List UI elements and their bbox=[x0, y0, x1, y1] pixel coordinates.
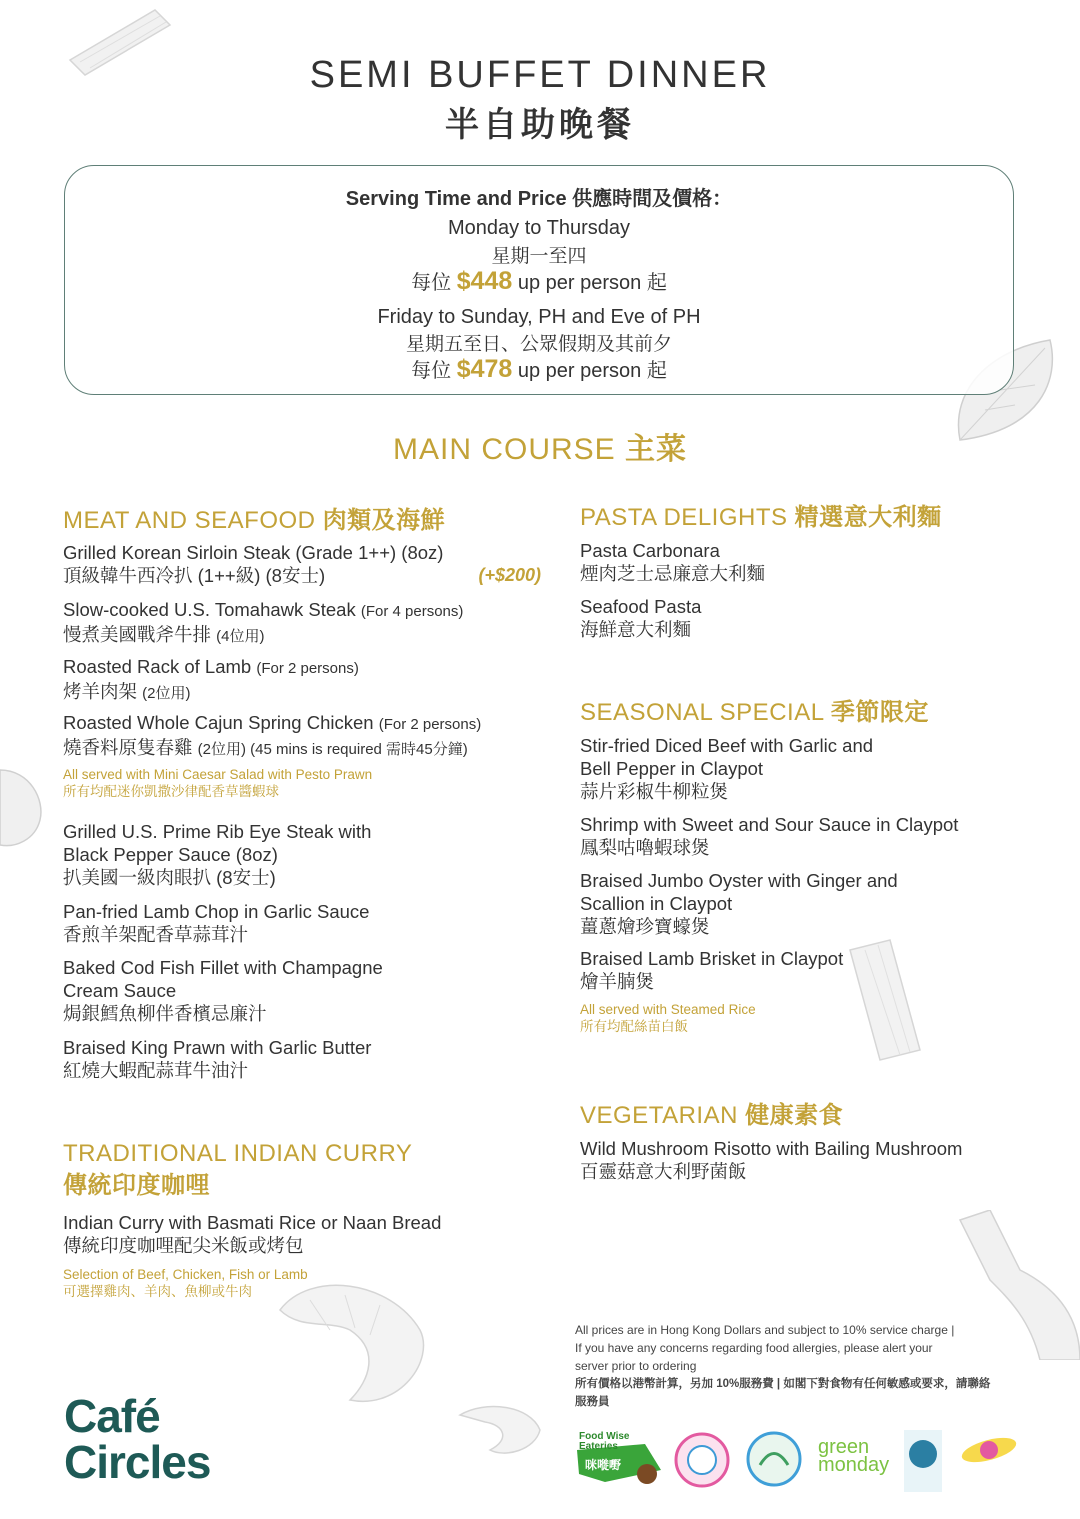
curry-heading-en: TRADITIONAL INDIAN CURRY bbox=[63, 1140, 413, 1167]
weekday-price-line bbox=[65, 266, 1013, 296]
pasta-heading-en: PASTA DELIGHTS bbox=[580, 504, 788, 531]
pasta-heading-zh: 精選意大利麵 bbox=[794, 504, 942, 531]
badge-text: monday bbox=[818, 1454, 890, 1476]
plastic-free-badge bbox=[672, 1430, 732, 1486]
menu-item-rib-eye bbox=[63, 820, 543, 889]
food-wise-eateries-badge bbox=[575, 1430, 663, 1486]
note-en: All served with Mini Caesar Salad with Pesto Prawn bbox=[63, 767, 373, 782]
weekend-price-line bbox=[65, 354, 1013, 384]
disclaimer-line: server prior to ordering bbox=[575, 1359, 697, 1373]
menu-item-king-prawn bbox=[63, 1036, 543, 1082]
item-serving-note: (For 2 persons) bbox=[256, 660, 359, 677]
item-name-zh: 薑蔥燴珍寶蠔煲 bbox=[580, 916, 710, 937]
item-name-en: Roasted Whole Cajun Spring Chicken bbox=[63, 712, 374, 733]
sustainable-seafood-badge bbox=[898, 1430, 948, 1486]
note-zh: 可選擇雞肉、羊肉、魚柳或牛肉 bbox=[63, 1284, 252, 1299]
note-zh: 所有均配絲苗白飯 bbox=[580, 1019, 688, 1034]
note-en: All served with Steamed Rice bbox=[580, 1002, 756, 1017]
vegetarian-heading bbox=[580, 1095, 843, 1130]
pasta-heading bbox=[580, 497, 942, 532]
main-course-heading bbox=[0, 424, 1080, 468]
menu-item-mushroom-risotto bbox=[580, 1137, 1030, 1183]
item-name-en-2: Bell Pepper in Claypot bbox=[580, 758, 764, 779]
disclaimer-line: All prices are in Hong Kong Dollars and subject to 10% service charge | bbox=[575, 1323, 955, 1337]
item-name-en: Pan-fried Lamb Chop in Garlic Sauce bbox=[63, 901, 370, 922]
menu-item-indian-curry bbox=[63, 1211, 543, 1257]
item-name-en: Slow-cooked U.S. Tomahawk Steak bbox=[63, 599, 356, 620]
menu-item-cod-fillet bbox=[63, 956, 543, 1025]
green-monday-badge bbox=[810, 1430, 890, 1486]
item-name-en: Shrimp with Sweet and Sour Sauce in Claypot bbox=[580, 814, 959, 835]
meat-seafood-heading bbox=[63, 500, 445, 535]
item-name-en: Braised Jumbo Oyster with Ginger and bbox=[580, 870, 898, 891]
weekday-label-zh: 星期一至四 bbox=[491, 246, 587, 267]
meat-heading-zh: 肉類及海鮮 bbox=[322, 507, 446, 534]
menu-item-carbonara bbox=[580, 539, 765, 585]
meat-heading-en: MEAT AND SEAFOOD bbox=[63, 507, 316, 534]
item-name-zh: 香煎羊架配香草蒜茸汁 bbox=[63, 924, 249, 945]
weekday-price: $448 bbox=[456, 267, 513, 295]
item-name-en: Indian Curry with Basmati Rice or Naan Bread bbox=[63, 1212, 442, 1233]
page-title: SEMI BUFFET DINNER bbox=[309, 54, 771, 96]
price-disclaimer bbox=[575, 1321, 1025, 1411]
item-name-en: Braised Lamb Brisket in Claypot bbox=[580, 948, 844, 969]
item-name-en: Seafood Pasta bbox=[580, 596, 702, 617]
main-course-en: MAIN COURSE bbox=[392, 433, 616, 466]
item-name-en-2: Cream Sauce bbox=[63, 980, 177, 1001]
vegetarian-heading-zh: 健康素食 bbox=[745, 1102, 844, 1129]
item-serving-note: (For 4 persons) bbox=[360, 603, 464, 620]
menu-item-lamb-brisket bbox=[580, 947, 1020, 993]
seasonal-heading-zh: 季節限定 bbox=[830, 699, 929, 726]
menu-item-seafood-pasta bbox=[580, 595, 701, 641]
item-name-zh: 鳳梨咕嚕蝦球煲 bbox=[580, 837, 710, 858]
shrimp-small-sketch-icon bbox=[455, 1400, 545, 1460]
weekend-label: Friday to Sunday, PH and Eve of PH bbox=[377, 306, 701, 328]
item-name-en-2: Scallion in Claypot bbox=[580, 893, 733, 914]
weekend-price-suffix: up per person 起 bbox=[517, 360, 667, 382]
badge-text: Eateries bbox=[579, 1441, 618, 1452]
item-name-en: Wild Mushroom Risotto with Bailing Mushroom bbox=[580, 1138, 963, 1159]
weekday-price-prefix: 每位 bbox=[411, 272, 452, 294]
weekend-price-prefix: 每位 bbox=[411, 360, 452, 382]
item-name-zh: 烤羊肉架 bbox=[63, 681, 138, 702]
page-title-zh: 半自助晚餐 bbox=[445, 106, 635, 144]
badge-text: green bbox=[818, 1436, 870, 1458]
item-name-en: Braised King Prawn with Garlic Butter bbox=[63, 1037, 372, 1058]
item-serving-note-zh: (2位用) (45 mins is required 需時45分鐘) bbox=[197, 741, 468, 758]
garlic-sketch-icon bbox=[0, 760, 50, 850]
seasonal-served-with-note bbox=[580, 1001, 756, 1035]
item-name-en: Roasted Rack of Lamb bbox=[63, 656, 252, 677]
item-name-en: Baked Cod Fish Fillet with Champagne bbox=[63, 957, 383, 978]
menu-item-cajun-chicken bbox=[63, 711, 553, 761]
menu-item-lamb-chop bbox=[63, 900, 543, 946]
menu-item-sweet-sour-shrimp bbox=[580, 813, 1020, 859]
indian-curry-heading bbox=[63, 1138, 412, 1202]
curry-selection-note bbox=[63, 1266, 308, 1300]
vegetarian-heading-en: VEGETARIAN bbox=[580, 1102, 738, 1129]
surcharge-badge: (+$200) bbox=[478, 565, 541, 585]
serving-price-box bbox=[64, 165, 1014, 395]
item-name-zh: 百靈菇意大利野菌飯 bbox=[580, 1161, 747, 1182]
item-name-zh: 蒜片彩椒牛柳粒煲 bbox=[580, 781, 729, 802]
disclaimer-line-zh: 所有價格以港幣計算，另加 10%服務費 | 如閣下對食物有任何敏感或要求，請聯絡 bbox=[575, 1378, 991, 1390]
item-serving-note-zh: (2位用) bbox=[142, 685, 191, 702]
disclaimer-line: If you have any concerns regarding food allergies, please alert your bbox=[575, 1341, 933, 1355]
weekend-label-zh: 星期五至日、公眾假期及其前夕 bbox=[405, 334, 672, 355]
serving-heading: Serving Time and Price 供應時間及價格： bbox=[345, 188, 733, 210]
cafe-circles-logo bbox=[64, 1390, 211, 1488]
weekend-price: $478 bbox=[456, 355, 513, 383]
badge-text-zh: 咪嘥嘢 bbox=[585, 1458, 622, 1472]
item-name-en: Grilled Korean Sirloin Steak (Grade 1++) (8oz) bbox=[63, 542, 444, 563]
item-serving-note-zh: (4位用) bbox=[216, 628, 265, 645]
item-name-en: Pasta Carbonara bbox=[580, 540, 720, 561]
item-name-en: Grilled U.S. Prime Rib Eye Steak with bbox=[63, 821, 372, 842]
main-course-zh: 主菜 bbox=[625, 433, 688, 466]
seasonal-heading bbox=[580, 692, 929, 727]
logo-line-2: Circles bbox=[64, 1436, 211, 1488]
weekday-price-suffix: up per person 起 bbox=[517, 272, 667, 294]
meat-served-with-note bbox=[63, 766, 372, 800]
item-name-zh: 慢煮美國戰斧牛排 bbox=[63, 624, 212, 645]
item-name-zh: 海鮮意大利麵 bbox=[580, 619, 692, 640]
menu-item-tomahawk bbox=[63, 598, 543, 648]
menu-item-jumbo-oyster bbox=[580, 869, 1020, 938]
item-name-zh: 燴羊腩煲 bbox=[580, 971, 655, 992]
ribbon-badge bbox=[958, 1430, 1020, 1486]
item-name-zh: 傳統印度咖哩配尖米飯或烤包 bbox=[63, 1235, 304, 1256]
disclaimer-line-zh: 服務員 bbox=[575, 1396, 610, 1408]
item-name-en-2: Black Pepper Sauce (8oz) bbox=[63, 844, 278, 865]
item-name-zh: 頂級韓牛西冷扒 (1++級) (8安士) bbox=[63, 565, 326, 586]
menu-item-korean-sirloin bbox=[63, 541, 543, 587]
item-serving-note: (For 2 persons) bbox=[378, 716, 482, 733]
seasonal-heading-en: SEASONAL SPECIAL bbox=[580, 699, 824, 726]
menu-item-diced-beef bbox=[580, 734, 1020, 803]
item-name-zh: 扒美國一級肉眼扒 (8安士) bbox=[63, 867, 276, 888]
curry-heading-zh: 傳統印度咖哩 bbox=[63, 1172, 210, 1199]
logo-line-1: Café bbox=[64, 1390, 160, 1442]
note-zh: 所有均配迷你凱撒沙律配香草醬蝦球 bbox=[63, 784, 279, 799]
note-en: Selection of Beef, Chicken, Fish or Lamb bbox=[63, 1267, 308, 1282]
item-name-zh: 紅燒大蝦配蒜茸牛油汁 bbox=[63, 1060, 249, 1081]
weekday-label: Monday to Thursday bbox=[448, 217, 630, 239]
item-name-zh: 焗銀鱈魚柳伴香檳忌廉汁 bbox=[63, 1003, 267, 1024]
item-name-en: Stir-fried Diced Beef with Garlic and bbox=[580, 735, 874, 756]
item-name-zh: 燒香料原隻春雞 bbox=[63, 737, 193, 758]
badge-text: Food Wise bbox=[579, 1431, 630, 1442]
eco-circle-badge bbox=[745, 1430, 803, 1486]
item-name-zh: 煙肉芝士忌廉意大利麵 bbox=[580, 563, 766, 584]
menu-item-rack-of-lamb bbox=[63, 655, 543, 705]
